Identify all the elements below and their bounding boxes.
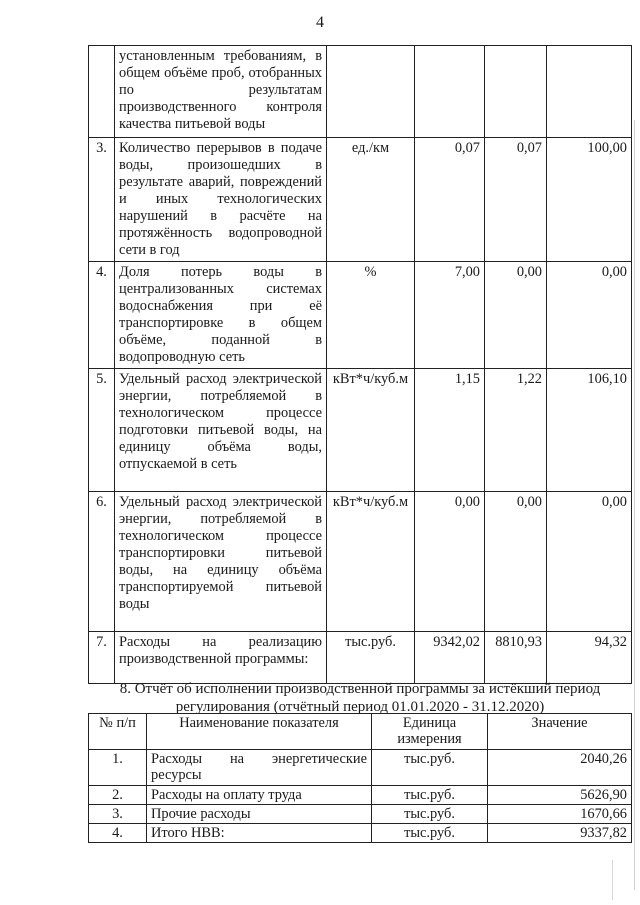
section-8-heading: 8. Отчёт об исполнении производственной программы за истёкший период регулирования (отчётный период 01.01.2020 - 31.12.2020)	[119, 681, 601, 715]
row-number: 7.	[89, 632, 115, 684]
unit-cell: кВт*ч/куб.м	[327, 369, 415, 492]
table-header-row	[89, 714, 632, 750]
indicator-name: Удельный расход электрической энергии, потребляемой в технологическом процессе подготовки питьевой воды, на единицу объёма воды, отпускаемой в сеть	[115, 369, 327, 492]
fact-value: 0,07	[485, 138, 547, 262]
header-num: № п/п	[89, 714, 147, 750]
row-number: 4.	[89, 824, 147, 843]
value-cell: 9337,82	[488, 824, 632, 843]
unit-cell: тыс.руб.	[372, 805, 488, 824]
percent-value: 0,00	[547, 262, 632, 369]
header-unit: Единица измерения	[372, 714, 488, 750]
page-number: 4	[316, 14, 324, 31]
unit-cell	[327, 46, 415, 138]
unit-cell: тыс.руб.	[327, 632, 415, 684]
row-number	[89, 46, 115, 138]
row-number: 1.	[89, 750, 147, 786]
indicator-name: установленным требованиям, в общем объёме проб, отобранных по результатам производственного контроля качества питьевой воды	[115, 46, 327, 138]
indicator-name: Расходы на энергетические ресурсы	[147, 750, 372, 786]
value-cell: 2040,26	[488, 750, 632, 786]
percent-value: 94,32	[547, 632, 632, 684]
scan-edge-line	[634, 120, 635, 890]
indicator-name: Удельный расход электрической энергии, потребляемой в технологическом процессе транспортировки питьевой воды, на единицу объёма транспортируемой питьевой воды	[115, 492, 327, 632]
plan-value: 7,00	[415, 262, 485, 369]
unit-cell: кВт*ч/куб.м	[327, 492, 415, 632]
percent-value: 106,10	[547, 369, 632, 492]
plan-value: 9342,02	[415, 632, 485, 684]
scan-edge-line	[612, 860, 613, 900]
table-row	[89, 750, 632, 786]
fact-value: 0,00	[485, 492, 547, 632]
table-row	[89, 46, 632, 138]
plan-value: 0,00	[415, 492, 485, 632]
plan-value	[415, 46, 485, 138]
fact-value: 8810,93	[485, 632, 547, 684]
row-number: 2.	[89, 786, 147, 805]
row-number: 4.	[89, 262, 115, 369]
row-number: 5.	[89, 369, 115, 492]
table-row	[89, 805, 632, 824]
row-number: 3.	[89, 138, 115, 262]
row-number: 3.	[89, 805, 147, 824]
percent-value: 0,00	[547, 492, 632, 632]
fact-value: 0,00	[485, 262, 547, 369]
unit-cell: тыс.руб.	[372, 824, 488, 843]
table-row	[89, 786, 632, 805]
header-name: Наименование показателя	[147, 714, 372, 750]
table-row	[89, 632, 632, 684]
row-number: 6.	[89, 492, 115, 632]
table-row	[89, 369, 632, 492]
indicators-table	[88, 45, 632, 684]
table-row	[89, 138, 632, 262]
indicator-name: Количество перерывов в подаче воды, произошедших в результате аварий, повреждений и иных технологических нарушений в расчёте на протяжённость водопроводной сети в год	[115, 138, 327, 262]
indicator-name: Доля потерь воды в централизованных системах водоснабжения при её транспортировке в общем объёме, поданной в водопроводную сеть	[115, 262, 327, 369]
indicator-name: Прочие расходы	[147, 805, 372, 824]
fact-value	[485, 46, 547, 138]
percent-value: 100,00	[547, 138, 632, 262]
table-row	[89, 492, 632, 632]
table-row	[89, 824, 632, 843]
table-row	[89, 262, 632, 369]
indicator-name: Расходы на реализацию производственной программы:	[115, 632, 327, 684]
indicator-name: Расходы на оплату труда	[147, 786, 372, 805]
plan-value: 0,07	[415, 138, 485, 262]
value-cell: 1670,66	[488, 805, 632, 824]
value-cell: 5626,90	[488, 786, 632, 805]
unit-cell: %	[327, 262, 415, 369]
unit-cell: тыс.руб.	[372, 786, 488, 805]
plan-value: 1,15	[415, 369, 485, 492]
fact-value: 1,22	[485, 369, 547, 492]
indicator-name: Итого НВВ:	[147, 824, 372, 843]
unit-cell: ед./км	[327, 138, 415, 262]
report-table	[88, 713, 632, 843]
header-value: Значение	[488, 714, 632, 750]
unit-cell: тыс.руб.	[372, 750, 488, 786]
percent-value	[547, 46, 632, 138]
